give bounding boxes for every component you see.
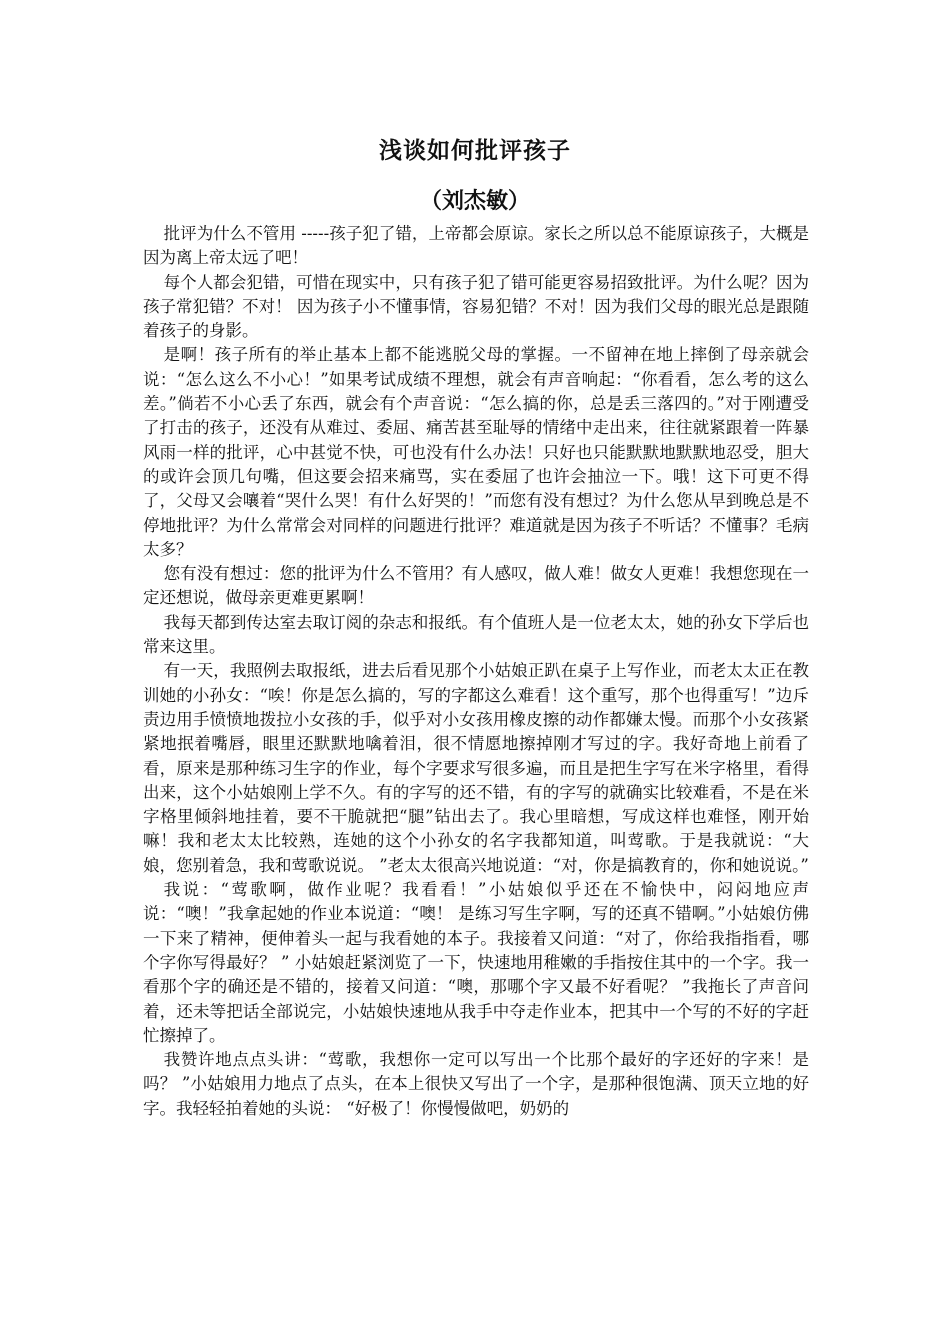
paragraph: 批评为什么不管用 -----孩子犯了错，上帝都会原谅。家长之所以总不能原谅孩子，大概是因为离上帝太远了吧！ <box>143 224 809 268</box>
document-title: 浅谈如何批评孩子 <box>379 138 571 164</box>
paragraph: 每个人都会犯错，可惜在现实中，只有孩子犯了错可能更容易招致批评。为什么呢？因为孩子常犯错？不对！ 因为孩子小不懂事情，容易犯错？不对！因为我们父母的眼光总是跟随着孩子的身影。 <box>143 272 809 341</box>
paragraph: 是啊！孩子所有的举止基本上都不能逃脱父母的掌握。一不留神在地上摔倒了母亲就会说：“怎么这么不小心！”如果考试成绩不理想，就会有声音响起：“你看看，怎么考的这么差。”倘若不小心丢了东西，就会有个声音说：“怎么搞的你，总是丢三落四的。”对于刚遭受了打击的孩子，还没有从难过、委屈、痛苦甚至耻辱的情绪中走出来，往往就紧跟着一阵暴风雨一样的批评，心中甚觉不快，可也没有什么办法！只好也只能默默地默默地忍受，胆大的或许会顶几句嘴，但这要会招来痛骂，实在委屈了也许会抽泣一下。哦！这下可更不得了，父母又会嚷着“哭什么哭！有什么好哭的！”而您有没有想过？为什么您从早到晚总是不停地批评？为什么常常会对同样的问题进行批评？难道就是因为孩子不听话？不懂事？毛病太多？ <box>143 345 809 559</box>
document-author: （刘杰敏） <box>419 189 530 214</box>
paragraph: 您有没有想过：您的批评为什么不管用？有人感叹，做人难！做女人更难！我想您现在一定还想说，做母亲更难更累啊！ <box>143 564 809 608</box>
paragraph: 我赞许地点点头讲：“莺歌，我想你一定可以写出一个比那个最好的字还好的字来！是吗？ ”小姑娘用力地点了点头，在本上很快又写出了一个字，是那种很饱满、顶天立地的好字。我轻轻拍着她的头说： “好极了！你慢慢做吧，奶奶的 <box>143 1050 809 1118</box>
paragraph: 我每天都到传达室去取订阅的杂志和报纸。有个值班人是一位老太太，她的孙女下学后也常来这里。 <box>143 612 809 657</box>
paragraph: 我说：“莺歌啊，做作业呢？我看看！”小姑娘似乎还在不愉快中，闷闷地应声说：“噢！”我拿起她的作业本说道：“噢！ 是练习写生字啊，写的还真不错啊。”小姑娘仿佛一下来了精神，便伸着头一起与我看她的本子。我接着又问道：“对了，你给我指指看，哪个字你写得最好？ ” 小姑娘赶紧浏览了一下，快速地用稚嫩的手指按住其中的一个字。我一看那个字的确还是不错的，接着又问道：“噢，那哪个字又最不好看呢？ ”我拖长了声音问着，还未等把话全部说完，小姑娘快速地从我手中夺走作业本，把其中一个写的不好的字赶忙擦掉了。 <box>143 880 809 1045</box>
paragraph: 有一天，我照例去取报纸，进去后看见那个小姑娘正趴在桌子上写作业，而老太太正在教训她的小孙女：“唉！你是怎么搞的，写的字都这么难看！这个重写，那个也得重写！”边斥责边用手愤愤地拨拉小女孩的手，似乎对小女孩用橡皮擦的动作都嫌太慢。而那个小女孩紧紧地抿着嘴唇，眼里还默默地噙着泪，很不情愿地擦掉刚才写过的字。我好奇地上前看了看，原来是那种练习生字的作业，每个字要求写很多遍，而且是把生字写在米字格里，看得出来，这个小姑娘刚上学不久。有的字写的还不错，有的字写的就确实比较难看，不是在米字格里倾斜地挂着，要不干脆就把“腿”钻出去了。我心里暗想，写成这样也难怪，刚开始嘛！我和老太太比较熟，连她的这个小孙女的名字我都知道，叫莺歌。于是我就说：“大娘，您别着急，我和莺歌说说。 ”老太太很高兴地说道：“对，你是搞教育的，你和她说说。” <box>143 661 809 875</box>
document-body <box>143 222 809 1121</box>
